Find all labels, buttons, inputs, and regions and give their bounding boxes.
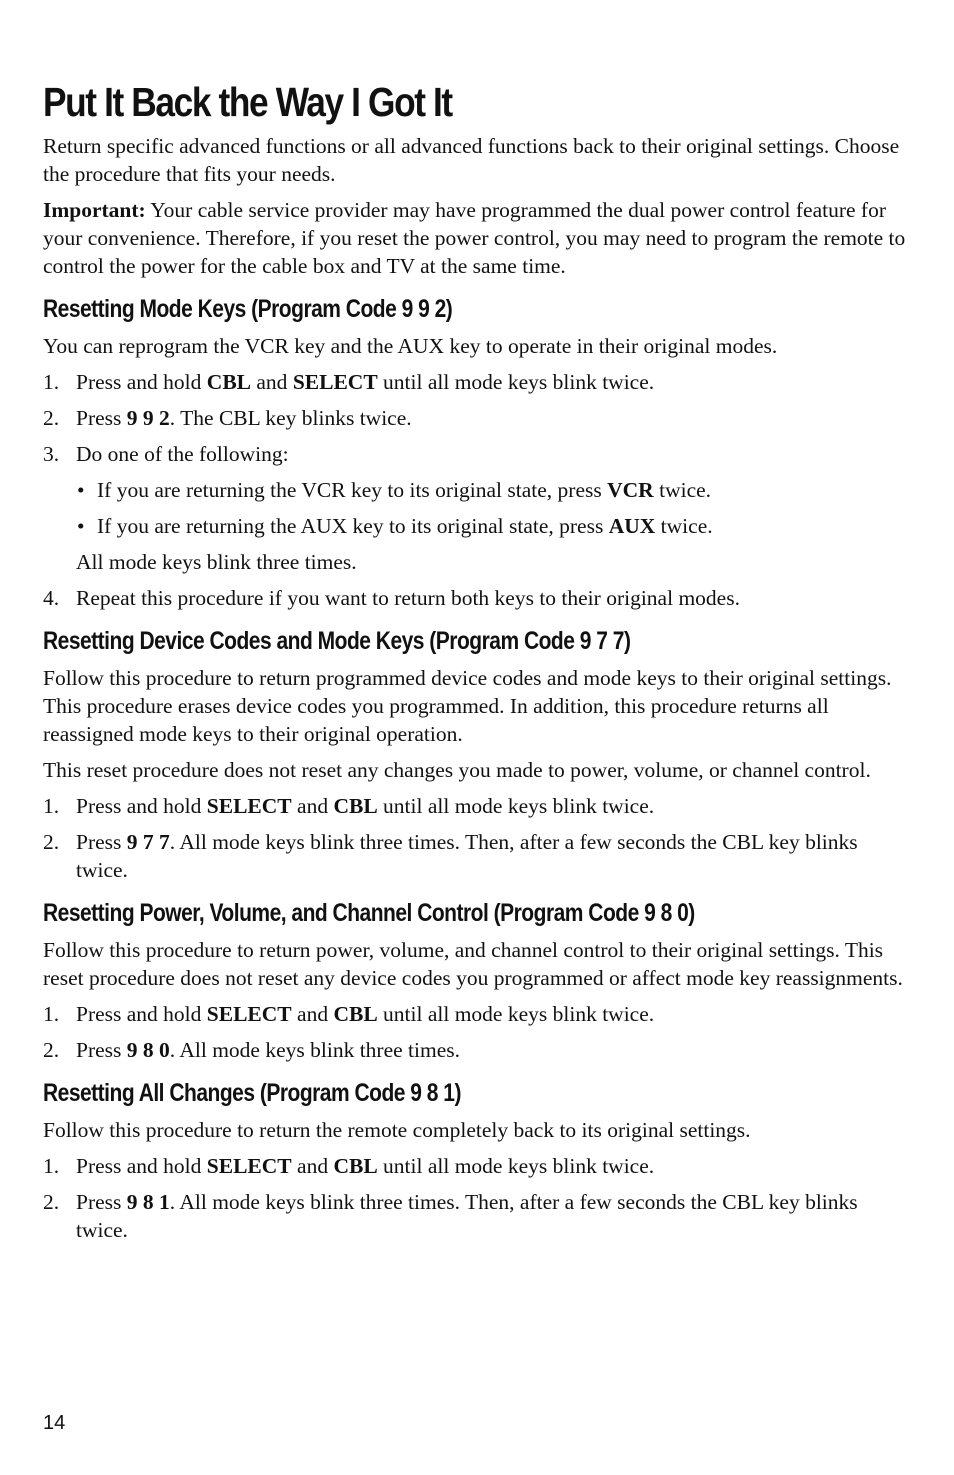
section-paragraph: Follow this procedure to return programmed device codes and mode keys to their original settings. This procedure erases device codes you programmed. In addition, this procedure returns all reassigned mode keys to their original operation.	[43, 666, 892, 746]
option-text: twice.	[655, 514, 713, 538]
step-text: Press	[76, 1038, 127, 1062]
step-number: 2.	[43, 406, 60, 430]
step-item	[43, 828, 909, 884]
section-heading: Resetting Power, Volume, and Channel Control (Program Code 9 8 0)	[43, 899, 695, 927]
step-number: 1.	[43, 1154, 60, 1178]
step-text: until all mode keys blink twice.	[377, 1002, 655, 1026]
page-content	[43, 78, 909, 1252]
key-name: CBL	[333, 1154, 378, 1178]
step-result: All mode keys blink three times.	[76, 550, 357, 574]
step-number: 2.	[43, 1038, 60, 1062]
step-text: Repeat this procedure if you want to return both keys to their original modes.	[76, 586, 740, 610]
step-text: Press	[76, 406, 127, 430]
key-name: SELECT	[206, 1002, 292, 1026]
intro-paragraph: Return specific advanced functions or all advanced functions back to their original settings. Choose the procedure that fits your needs.	[43, 134, 900, 186]
option-text: twice.	[653, 478, 712, 502]
step-text: . All mode keys blink three times.	[169, 1038, 460, 1062]
key-name: VCR	[607, 478, 654, 502]
section-paragraph: You can reprogram the VCR key and the AUX key to operate in their original modes.	[43, 334, 778, 358]
section-heading: Resetting Mode Keys (Program Code 9 9 2)	[43, 295, 453, 323]
step-text: and	[251, 370, 293, 394]
step-text: Press and hold	[76, 1154, 207, 1178]
steps-list	[43, 368, 909, 612]
step-number: 2.	[43, 830, 60, 854]
step-number: 4.	[43, 586, 60, 610]
key-name: CBL	[206, 370, 252, 394]
key-name: 9 8 1	[126, 1190, 170, 1214]
key-name: 9 8 0	[126, 1038, 170, 1062]
bullet-mark: •	[77, 514, 85, 538]
section-paragraph: Follow this procedure to return the remote completely back to its original settings.	[43, 1118, 751, 1142]
section-paragraph: This reset procedure does not reset any changes you made to power, volume, or channel control.	[43, 758, 871, 782]
steps-list	[43, 792, 909, 884]
step-text: until all mode keys blink twice.	[377, 1154, 655, 1178]
step-text: . All mode keys blink three times. Then, after a few seconds the CBL key blinks twice.	[76, 1190, 858, 1242]
section-heading: Resetting All Changes (Program Code 9 8 1)	[43, 1079, 461, 1107]
key-name: CBL	[333, 1002, 378, 1026]
section-1	[43, 294, 909, 612]
step-text: and	[291, 1002, 334, 1026]
page-number: 14	[43, 1412, 66, 1434]
key-name: CBL	[333, 794, 378, 818]
step-text: Press	[76, 830, 127, 854]
step-number: 1.	[43, 370, 60, 394]
step-text: until all mode keys blink twice.	[377, 370, 655, 394]
key-name: SELECT	[206, 794, 292, 818]
important-label: Important:	[43, 198, 146, 222]
step-text: Press and hold	[76, 1002, 207, 1026]
option-text: If you are returning the AUX key to its original state, press	[97, 514, 609, 538]
step-item	[43, 1152, 909, 1180]
step-number: 1.	[43, 794, 60, 818]
step-item	[43, 1036, 909, 1064]
step-item	[43, 584, 909, 612]
step-text: Press	[76, 1190, 127, 1214]
key-name: 9 9 2	[126, 406, 170, 430]
option-item	[76, 476, 909, 504]
step-text: Press and hold	[76, 794, 207, 818]
option-item	[76, 512, 909, 540]
step-item	[43, 792, 909, 820]
page-title: Put It Back the Way I Got It	[43, 79, 452, 125]
step-number: 2.	[43, 1190, 60, 1214]
step-number: 1.	[43, 1002, 60, 1026]
step-text: and	[291, 1154, 334, 1178]
steps-list	[43, 1152, 909, 1244]
important-text: Your cable service provider may have programmed the dual power control feature for your convenience. Therefore, if you reset the power control, you may need to program the remote to control the power for the cable box and TV at the same time.	[43, 198, 906, 278]
step-item	[43, 1000, 909, 1028]
key-name: 9 7 7	[126, 830, 170, 854]
section-paragraph: Follow this procedure to return power, volume, and channel control to their original settings. This reset procedure does not reset any device codes you programmed or affect mode key reassignments.	[43, 938, 903, 990]
step-text: Do one of the following:	[76, 442, 289, 466]
section-4	[43, 1078, 909, 1244]
step-text: . The CBL key blinks twice.	[169, 406, 412, 430]
step-text: and	[291, 794, 334, 818]
key-name: AUX	[608, 514, 656, 538]
step-text: Press and hold	[76, 370, 207, 394]
options-list	[76, 476, 909, 540]
key-name: SELECT	[292, 370, 378, 394]
step-number: 3.	[43, 442, 60, 466]
step-item	[43, 1188, 909, 1244]
sections-container	[43, 294, 909, 1244]
step-item	[43, 404, 909, 432]
step-text: until all mode keys blink twice.	[377, 794, 655, 818]
bullet-mark: •	[77, 478, 85, 502]
option-text: If you are returning the VCR key to its original state, press	[97, 478, 608, 502]
step-item	[43, 368, 909, 396]
step-item	[43, 440, 909, 576]
steps-list	[43, 1000, 909, 1064]
step-text: . All mode keys blink three times. Then, after a few seconds the CBL key blinks twice.	[76, 830, 858, 882]
section-3	[43, 898, 909, 1064]
important-note	[43, 196, 909, 280]
section-heading: Resetting Device Codes and Mode Keys (Program Code 9 7 7)	[43, 627, 631, 655]
key-name: SELECT	[206, 1154, 292, 1178]
section-2	[43, 626, 909, 884]
